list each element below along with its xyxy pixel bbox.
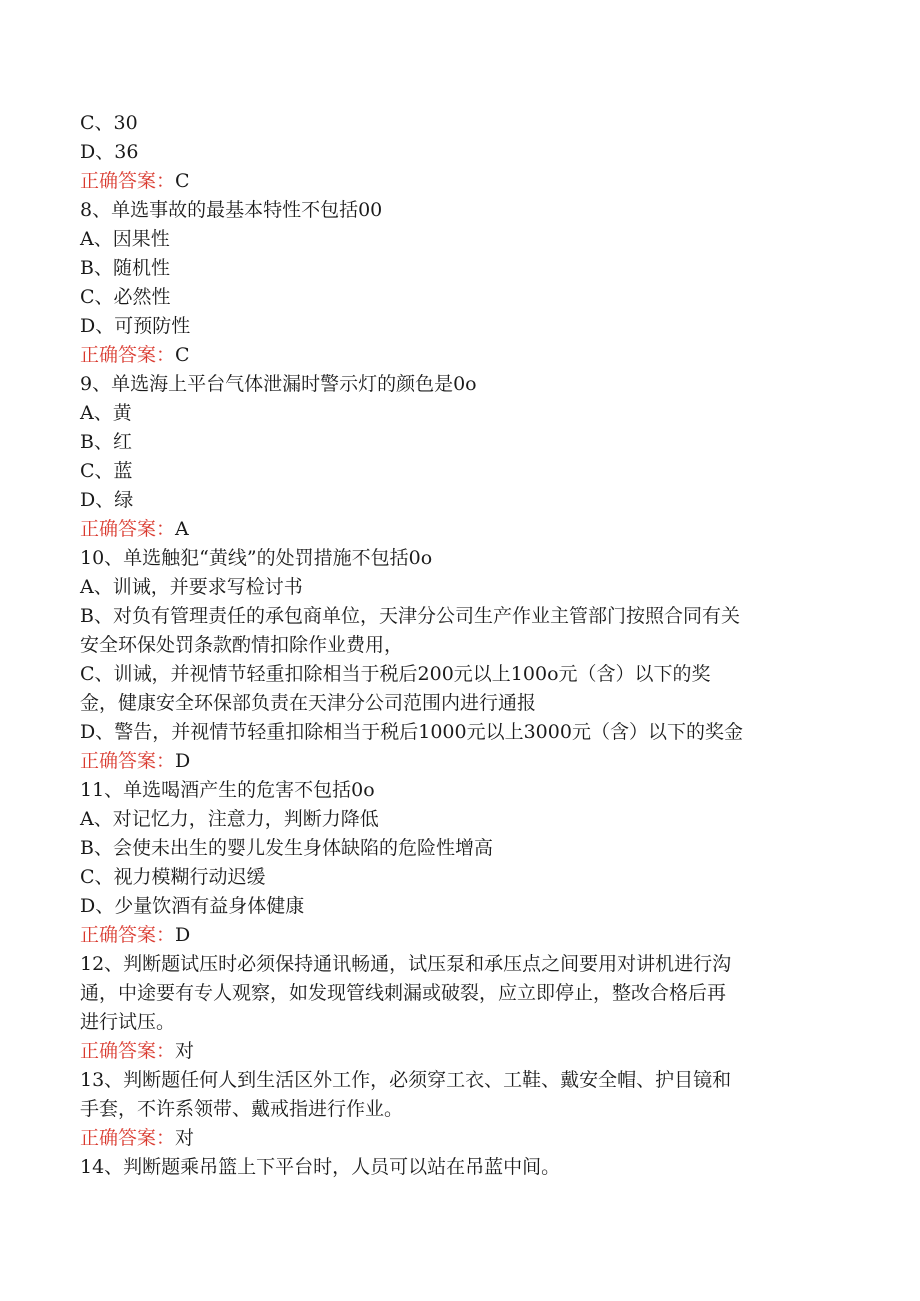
answer-line — [80, 167, 840, 196]
answer-value: 对 — [175, 1040, 195, 1062]
text-line: 10、单选触犯“黄线”的处罚措施不包括0o — [80, 547, 433, 569]
text-line: D、36 — [80, 141, 139, 163]
text-line: A、对记忆力，注意力，判断力降低 — [80, 808, 379, 830]
text-line: A、因果性 — [80, 228, 170, 250]
text-line: C、视力模糊行动迟缓 — [80, 866, 266, 888]
text-line: 11、单选喝酒产生的危害不包括0o — [80, 779, 375, 801]
text-line: D、绿 — [80, 489, 134, 511]
answer-label: 正确答案： — [80, 170, 176, 192]
answer-line — [80, 921, 840, 950]
text-line: C、必然性 — [80, 286, 171, 308]
answer-value: A — [175, 518, 189, 540]
text-line: 进行试压。 — [80, 1011, 176, 1033]
text-line: 8、单选事故的最基本特性不包括00 — [80, 199, 383, 221]
text-line: B、对负有管理责任的承包商单位，天津分公司生产作业主管部门按照合同有关 — [80, 605, 740, 627]
text-line: 金，健康安全环保部负责在天津分公司范围内进行通报 — [80, 692, 537, 714]
answer-label: 正确答案： — [80, 1040, 176, 1062]
text-line: C、30 — [80, 112, 138, 134]
text-line: A、训诫，并要求写检讨书 — [80, 576, 303, 598]
text-line: B、随机性 — [80, 257, 170, 279]
answer-line — [80, 1037, 840, 1066]
answer-label: 正确答案： — [80, 518, 176, 540]
text-line: 14、判断题乘吊篮上下平台时，人员可以站在吊蓝中间。 — [80, 1156, 561, 1178]
text-line: 9、单选海上平台气体泄漏时警示灯的颜色是0o — [80, 373, 477, 395]
answer-value: C — [175, 344, 190, 366]
answer-label: 正确答案： — [80, 344, 176, 366]
answer-line — [80, 1124, 840, 1153]
text-line: A、黄 — [80, 402, 132, 424]
answer-value: 对 — [175, 1127, 195, 1149]
text-line: 手套，不许系领带、戴戒指进行作业。 — [80, 1098, 404, 1120]
answer-line — [80, 515, 840, 544]
answer-value: C — [175, 170, 190, 192]
text-line: C、蓝 — [80, 460, 133, 482]
answer-line — [80, 341, 840, 370]
answer-value: D — [175, 924, 191, 946]
text-line: C、训诫，并视情节轻重扣除相当于税后200元以上100o元（含）以下的奖 — [80, 663, 711, 685]
text-line: B、会使未出生的婴儿发生身体缺陷的危险性增高 — [80, 837, 493, 859]
text-line: 12、判断题试压时必须保持通讯畅通，试压泵和承压点之间要用对讲机进行沟 — [80, 953, 732, 975]
answer-value: D — [175, 750, 191, 772]
text-line: B、红 — [80, 431, 132, 453]
document-page — [80, 109, 840, 1182]
text-line: D、可预防性 — [80, 315, 191, 337]
text-line: D、警告，并视情节轻重扣除相当于税后1000元以上3000元（含）以下的奖金 — [80, 721, 743, 743]
answer-label: 正确答案： — [80, 924, 176, 946]
answer-line — [80, 747, 840, 776]
text-line: 13、判断题任何人到生活区外工作，必须穿工衣、工鞋、戴安全帽、护目镜和 — [80, 1069, 732, 1091]
text-line: D、少量饮酒有益身体健康 — [80, 895, 305, 917]
answer-label: 正确答案： — [80, 750, 176, 772]
answer-label: 正确答案： — [80, 1127, 176, 1149]
text-line: 安全环保处罚条款酌情扣除作业费用， — [80, 634, 404, 656]
text-line: 通，中途要有专人观察，如发现管线刺漏或破裂，应立即停止，整改合格后再 — [80, 982, 727, 1004]
